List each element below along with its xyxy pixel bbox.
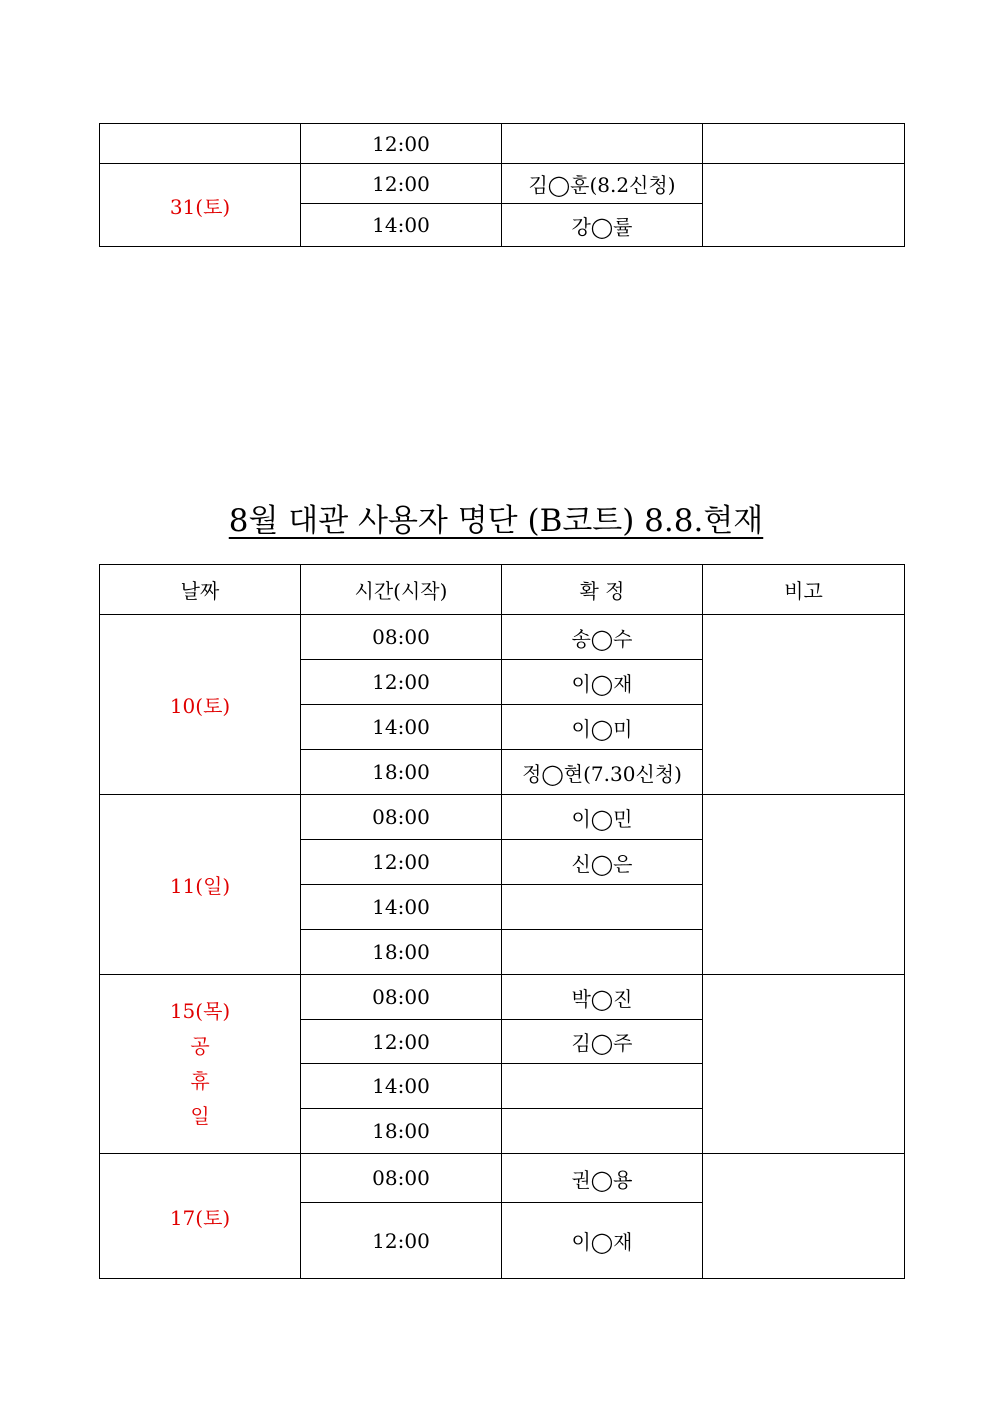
date-cell: 11(일) — [100, 795, 301, 975]
page-title — [0, 497, 992, 545]
date-cell: 10(토) — [100, 615, 301, 795]
name-cell: 김◯훈(8.2신청) — [502, 164, 703, 204]
date-cell: 31(토) — [100, 164, 301, 247]
previous-month-table — [99, 123, 905, 247]
date-cell-holiday — [100, 975, 301, 1154]
date-label: 15(목) — [169, 999, 231, 1023]
name-cell: 김◯주 — [502, 1020, 703, 1064]
note-cell — [703, 164, 905, 247]
date-cell-empty — [100, 124, 301, 164]
note-cell — [703, 1154, 905, 1279]
header-row — [100, 565, 905, 615]
time-cell: 14:00 — [301, 705, 502, 750]
header-date: 날짜 — [100, 565, 301, 615]
time-cell: 12:00 — [301, 840, 502, 885]
time-cell: 18:00 — [301, 930, 502, 975]
name-cell: 권◯용 — [502, 1154, 703, 1203]
name-cell — [502, 1064, 703, 1109]
name-cell — [502, 1109, 703, 1154]
time-cell: 12:00 — [301, 164, 502, 204]
time-cell: 18:00 — [301, 1109, 502, 1154]
time-cell: 08:00 — [301, 795, 502, 840]
time-cell: 14:00 — [301, 1064, 502, 1109]
time-cell: 08:00 — [301, 615, 502, 660]
name-cell: 박◯진 — [502, 975, 703, 1020]
time-cell: 12:00 — [301, 660, 502, 705]
note-cell — [703, 975, 905, 1154]
time-cell: 08:00 — [301, 975, 502, 1020]
name-cell: 강◯률 — [502, 204, 703, 247]
time-cell: 14:00 — [301, 204, 502, 247]
rental-schedule-table — [99, 564, 905, 1279]
table-row — [100, 975, 905, 1020]
time-cell: 12:00 — [301, 1203, 502, 1279]
table-row — [100, 615, 905, 660]
date-cell: 17(토) — [100, 1154, 301, 1279]
time-cell: 12:00 — [301, 124, 502, 164]
time-cell: 12:00 — [301, 1020, 502, 1064]
holiday-char: 일 — [190, 1104, 210, 1128]
name-cell — [502, 885, 703, 930]
header-confirm: 확 정 — [502, 565, 703, 615]
header-note: 비고 — [703, 565, 905, 615]
time-cell: 18:00 — [301, 750, 502, 795]
page-title-text: 8월 대관 사용자 명단 (B코트) 8.8.현재 — [228, 503, 764, 539]
name-cell — [502, 930, 703, 975]
name-cell: 이◯재 — [502, 660, 703, 705]
name-cell — [502, 124, 703, 164]
note-cell — [703, 124, 905, 164]
name-cell: 송◯수 — [502, 615, 703, 660]
name-cell: 신◯은 — [502, 840, 703, 885]
time-cell: 14:00 — [301, 885, 502, 930]
name-cell: 이◯민 — [502, 795, 703, 840]
name-cell: 이◯미 — [502, 705, 703, 750]
name-cell: 이◯재 — [502, 1203, 703, 1279]
header-time: 시간(시작) — [301, 565, 502, 615]
note-cell — [703, 795, 905, 975]
note-cell — [703, 615, 905, 795]
name-cell: 정◯현(7.30신청) — [502, 750, 703, 795]
holiday-char: 휴 — [190, 1069, 210, 1093]
table-row — [100, 1154, 905, 1203]
time-cell: 08:00 — [301, 1154, 502, 1203]
table-row — [100, 795, 905, 840]
holiday-char: 공 — [190, 1034, 210, 1058]
